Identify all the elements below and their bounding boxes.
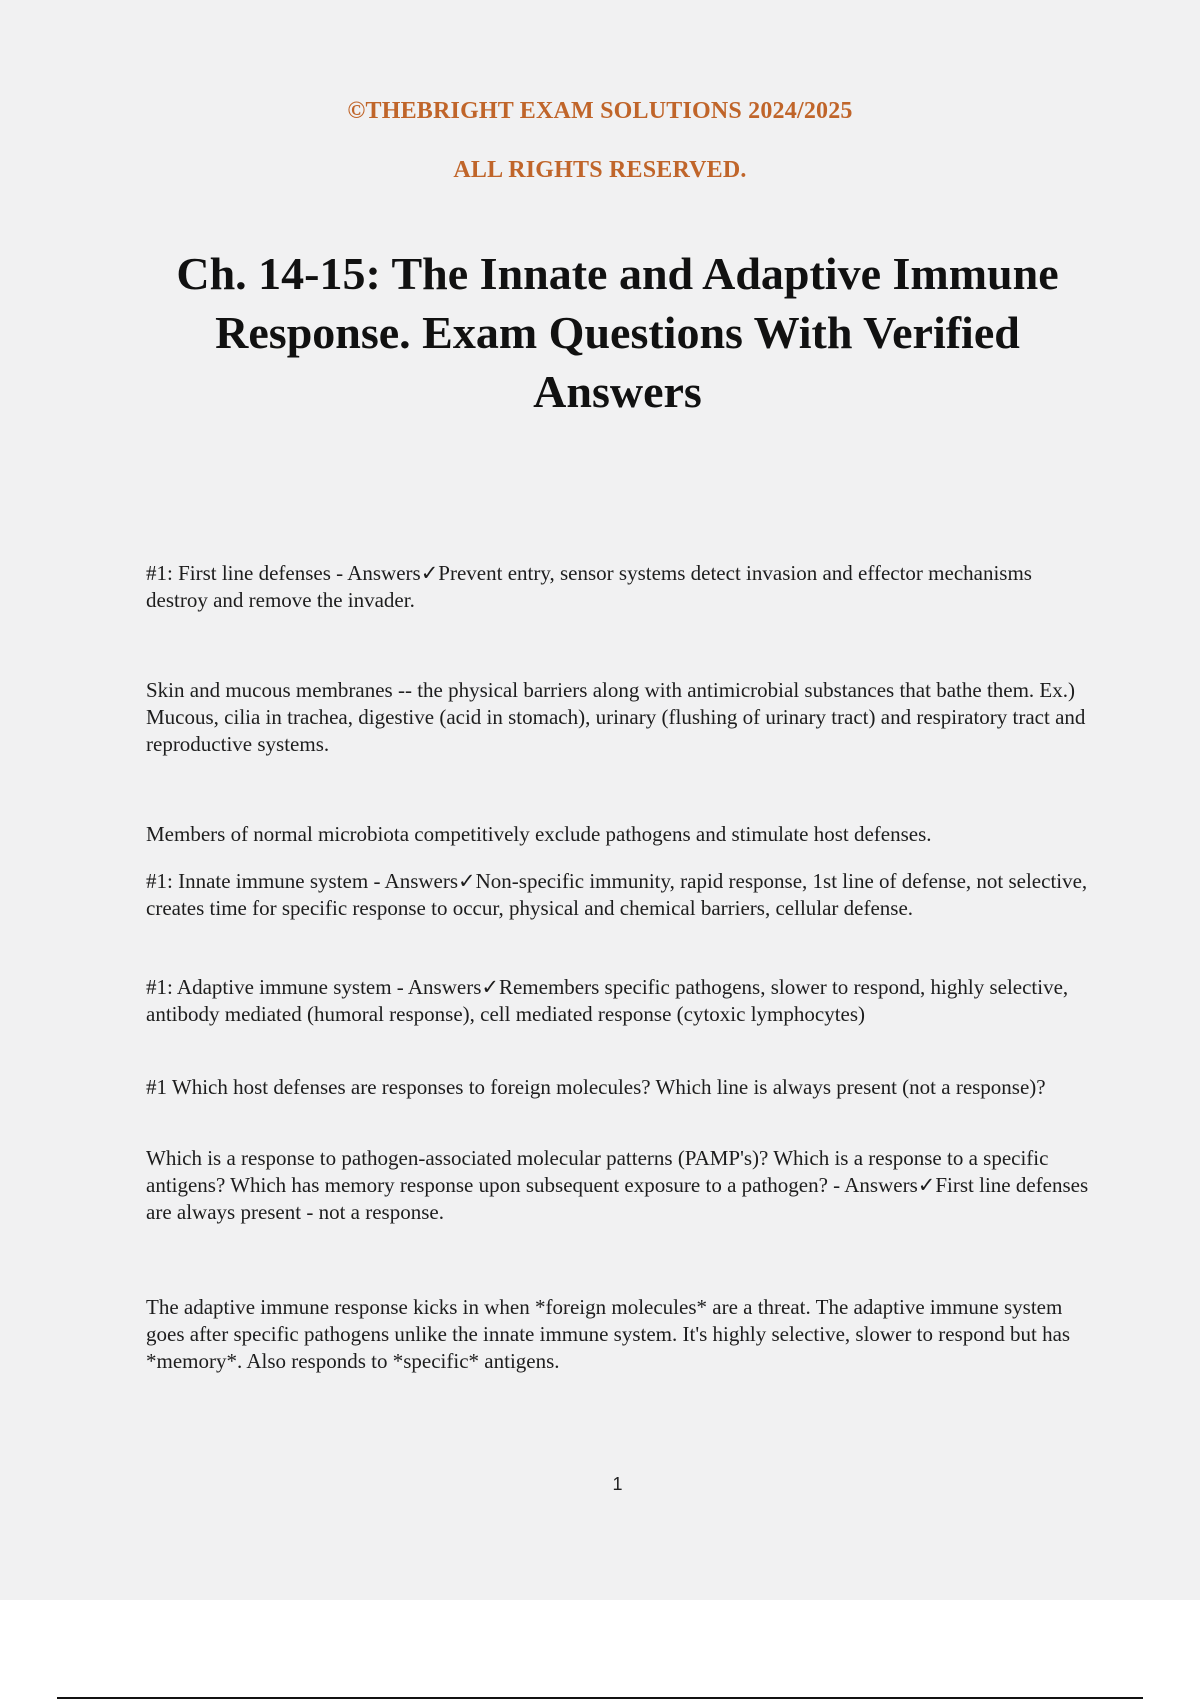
paragraph-adaptive-immune-system: #1: Adaptive immune system - Answers✓Remembers specific pathogens, slower to respond, highly selective, antibody mediated (humoral response), cell mediated response (cytoxic lymphocytes) (146, 975, 1069, 1026)
paragraph-normal-microbiota: Members of normal microbiota competitively exclude pathogens and stimulate host defenses. (146, 822, 932, 846)
copyright-header: ©THEBRIGHT EXAM SOLUTIONS 2024/2025 (347, 98, 853, 124)
page-number: 1 (612, 1474, 623, 1494)
document-title: Ch. 14-15: The Innate and Adaptive Immune Response. Exam Questions With Verified Answers (176, 248, 1059, 417)
page-divider (57, 1697, 1143, 1699)
paragraph-adaptive-response-summary: The adaptive immune response kicks in when *foreign molecules* are a threat. The adaptive immune system goes after specific pathogens unlike the innate immune system. It's highly selective, slower to respond but has *memory*. Also responds to *specific* antigens. (146, 1295, 1071, 1373)
rights-reserved-header: ALL RIGHTS RESERVED. (453, 157, 747, 183)
paragraph-innate-immune-system: #1: Innate immune system - Answers✓Non-specific immunity, rapid response, 1st line of defense, not selective, creates time for specific response to occur, physical and chemical barriers, cellular defense. (146, 869, 1088, 920)
paragraph-first-line-defenses: #1: First line defenses - Answers✓Prevent entry, sensor systems detect invasion and effector mechanisms destroy and remove the invader. (146, 561, 1032, 612)
paragraph-pamp-question-answer: Which is a response to pathogen-associated molecular patterns (PAMP's)? Which is a response to a specific antigens? Which has memory response upon subsequent exposure to a pathogen? - Answers✓First line defenses are always present - not a response. (146, 1146, 1089, 1224)
paragraph-skin-mucous-membranes: Skin and mucous membranes -- the physical barriers along with antimicrobial substances that bathe them. Ex.) Mucous, cilia in trachea, digestive (acid in stomach), urinary (flushing of urinary tract) and respiratory tract and reproductive systems. (146, 678, 1086, 756)
paragraph-host-defenses-question: #1 Which host defenses are responses to foreign molecules? Which line is always present (not a response)? (146, 1075, 1046, 1099)
